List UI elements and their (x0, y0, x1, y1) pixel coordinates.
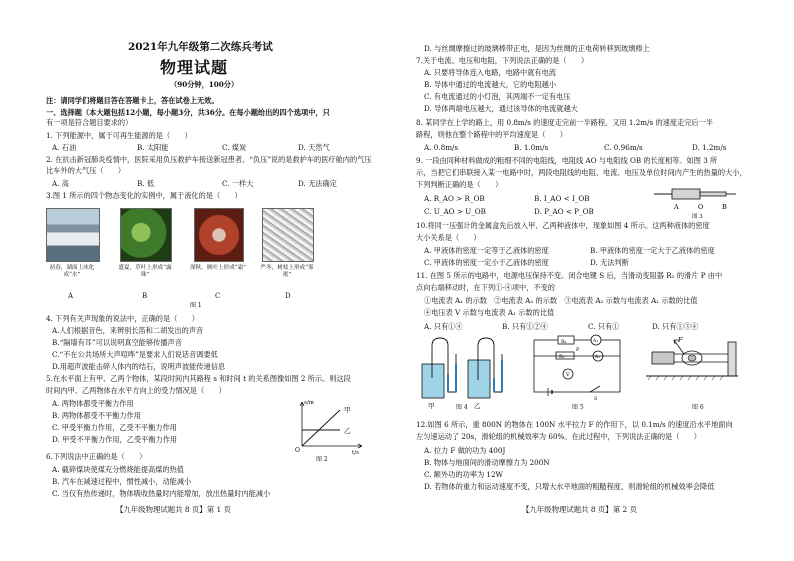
fig3-label-o: O (698, 203, 704, 211)
q1-option-a: A. 石油 (52, 143, 77, 152)
caption-c: 深秋，枫叶上形成“霜” (189, 265, 247, 271)
q10-option-d: D. 无法判断 (590, 258, 629, 267)
question-11-items-2: ④电压表 V 示数与电流表 A₁ 示数的比值 (424, 308, 555, 317)
fig5-label-a1: A₁ (593, 339, 599, 344)
section-heading-cont: 有一项是符合题目要求的） (46, 118, 133, 127)
question-5: 5.在水平面上有甲、乙两个物体，某段时间内其路程 s 和时间 t 的关系图像如图 2 所示。则这段 (46, 374, 351, 383)
question-9-cont: 示，当把它们串联接入某一电路中时，两段电阻线的电阻、电流、电压及单位时间内产生的热量的大小， (416, 168, 747, 177)
figure-3-resistor-wire (650, 180, 740, 220)
q11-option-d: D. 只有①③④ (652, 322, 699, 331)
figure-5-circuit (528, 334, 628, 404)
fig3-caption: 图 3 (692, 214, 703, 220)
q12-option-c: C. 额外功的功率为 12W (424, 470, 503, 479)
section-heading: 一、选择题（本大题包括12小题，每小题3分，共36分。在每小题给出的四个选项中，只 (46, 108, 330, 117)
fig5-label-a2: A₂ (595, 355, 601, 360)
q5-option-b: B. 两物体都受不平衡力作用 (52, 411, 141, 420)
q4-option-d: D.用超声波能击碎人体内的结石，说明声波能传递信息 (52, 362, 226, 371)
figure-1-caption: 图 1 (190, 302, 202, 309)
fig4-label-jia: 甲 (428, 402, 435, 410)
question-2: 2. 在抗击新冠肺炎疫情中，医院采用负压救护车接送新冠患者。“负压”说的是救护车的医疗舱内的气压 (46, 155, 372, 164)
letter-b: B (142, 292, 148, 300)
exam-title: 2021年九年级第二次练兵考试 (128, 41, 273, 53)
q8-option-d: D. 1.2m/s (692, 143, 727, 152)
q2-option-a: A. 高 (52, 179, 69, 188)
photo-rime-branch (262, 208, 314, 262)
figure-6-caption: 图 6 (692, 404, 704, 411)
fig4-label-yi: 乙 (474, 402, 481, 410)
question-9-cont2: 下列判断正确的是（ ） (416, 180, 503, 189)
q5-option-a: A. 两物体都受平衡力作用 (52, 399, 134, 408)
q11-option-a: A. 只有①④ (424, 322, 463, 331)
question-7: 7.关于电流、电压和电阻，下列说法正确的是（ ） (416, 56, 589, 65)
q10-option-c: C. 甲液体的密度一定小于乙液体的密度 (424, 258, 549, 267)
question-3: 3.图 1 所示的四个物态变化的实例中，属于液化的是（ ） (46, 191, 242, 200)
letter-c: C (215, 292, 221, 300)
fig3-label-b: B (722, 203, 727, 211)
fig5-label-v: V (566, 372, 570, 378)
q9-option-d: D. P_AO < P_OB (534, 207, 594, 216)
fig5-label-r1: R₁ (561, 339, 567, 345)
q12-option-b: B. 物体与地面间的滑动摩擦力为 200N (424, 458, 550, 467)
subject-title: 物理试题 (160, 58, 229, 77)
question-1: 1. 下列能源中，属于可再生能源的是（ ） (46, 131, 192, 140)
exam-note: 注：请同学们将题目答在答题卡上，答在试卷上无效。 (46, 96, 219, 105)
q9-option-a: A. R_AO > R_OB (424, 194, 485, 203)
footer-page-2: 【九年级物理试题共 8 页】第 2 页 (522, 505, 637, 514)
letter-a: A (68, 292, 74, 300)
q12-option-a: A. 拉力 F 做的功为 400J (424, 446, 506, 455)
figure-4-caption: 图 4 (456, 404, 468, 411)
question-10: 10.将同一压强计的金属盒先后放入甲、乙两种液体中，现象如图 4 所示。这两种液体的密度 (416, 221, 710, 230)
question-10-cont: 大小关系是（ ） (416, 233, 481, 242)
q8-option-b: B. 1.0m/s (514, 143, 549, 152)
q7-option-a: A. 只要将导体连入电路，电路中就有电流 (424, 68, 556, 77)
figure-5-caption: 图 5 (572, 404, 584, 411)
fig2-ylabel: s/m (304, 400, 314, 406)
question-9: 9. 一段由同种材料做成的粗细不同的电阻线，电阻线 AO 与电阻线 OB 的长度相等。如图 3 所 (416, 156, 718, 165)
question-11: 11. 在图 5 所示的电路中，电源电压保持不变。闭合电键 S 后，当滑动变阻器 R₂ 的滑片 P 由中 (416, 271, 723, 280)
fig2-xlabel: t/s (352, 450, 359, 456)
q6-option-a: A. 截碎煤块使煤充分燃烧能提高煤的热值 (52, 465, 184, 474)
caption-b: 盛夏，草叶上形成“露珠” (118, 265, 172, 278)
fig5-label-p: P (576, 347, 580, 353)
photo-frost-maple (194, 208, 244, 262)
q2-option-c: C. 一样大 (222, 179, 254, 188)
question-11-items: ①电流表 A₁ 的示数 ②电流表 A₂ 的示数 ③电流表 A₂ 示数与电流表 A₁ 示数的比值 (424, 296, 698, 305)
q9-option-c: C. U_AO > U_OB (424, 207, 486, 216)
figure-6-pulley (642, 334, 742, 404)
fig3-label-a: A (674, 203, 679, 211)
q7-option-b: B. 导体中通过的电流越大，它的电阻越小 (424, 80, 557, 89)
photo-dew-leaf (120, 208, 172, 262)
letter-d: D (285, 292, 291, 300)
q7-option-d: D. 导体两端电压越大，通过该导体的电流就越大 (424, 104, 578, 113)
q5-option-c: C. 甲受平衡力作用，乙受不平衡力作用 (52, 423, 177, 432)
question-8: 8. 某同学在上学的路上，用 0.8m/s 的速度走完前一半路程，又用 1.2m/s 的速度走完后一半 (416, 118, 713, 127)
q4-option-c: C.“不在公共场所大声喧哗”是要求人们说话音调要低 (52, 350, 218, 359)
q2-option-d: D. 无法确定 (298, 179, 337, 188)
q4-option-a: A.人们根据音色，来辨别长笛和二胡发出的声音 (52, 326, 204, 335)
figure-2-caption: 图 2 (316, 456, 328, 463)
q6-option-c: C. 当仅有热传递时，物体吸收热量时内能增加，放出热量时内能减小 (52, 489, 271, 498)
question-8-cont: 路程，则他在整个路程中的平均速度是（ ） (416, 130, 567, 139)
q5-option-d: D. 甲受不平衡力作用，乙受平衡力作用 (52, 435, 178, 444)
q4-option-b: B.“隔墙有耳”可以说明真空能够传播声音 (52, 338, 182, 347)
q10-option-b: B. 甲液体的密度一定大于乙液体的密度 (590, 246, 715, 255)
q8-option-c: C. 0.96m/s (604, 143, 643, 152)
photo-ice-melting (46, 208, 100, 262)
question-12: 12.如图 6 所示，重 800N 的物体在 100N 水平拉力 F 的作用下，以 0.1m/s 的速度沿水平地面向 (416, 420, 733, 429)
fig5-label-r2: R₂ (559, 354, 565, 360)
q11-option-b: B. 只有①②④ (502, 322, 548, 331)
q10-option-a: A. 甲液体的密度一定等于乙液体的密度 (424, 246, 549, 255)
question-2-cont: 比车外的大气压（ ） (46, 166, 126, 175)
question-11-cont: 点向右端移动时，在下列①-④项中，不变的 (416, 283, 555, 292)
duration: （90分钟，100分） (170, 80, 239, 89)
fig6-label-f: F (678, 336, 683, 344)
fig2-series-yi: 乙 (344, 427, 351, 435)
q12-option-d: D. 若物体的重力和运动速度不变，只增大水平地面的粗糙程度，则滑轮组的机械效率会降低 (424, 482, 715, 491)
q6-option-b: B. 汽车在减速过程中，惯性减小，动能减小 (52, 477, 192, 486)
fig2-origin: O (295, 447, 300, 454)
q7-option-c: C. 有电流通过的小灯泡，其两端不一定有电压 (424, 92, 571, 101)
q9-option-b: B. I_AO < I_OB (534, 194, 590, 203)
q8-option-a: A. 0.8m/s (424, 143, 459, 152)
figure-2-graph (290, 394, 370, 458)
footer-page-1: 【九年级物理试题共 8 页】第 1 页 (116, 505, 231, 514)
caption-a: 初春，湖面上冰化成“水” (49, 265, 95, 278)
question-6: 6.下列说法中正确的是（ ） (46, 452, 147, 461)
q11-option-c: C. 只有① (588, 322, 620, 331)
q1-option-b: B. 太阳能 (137, 143, 169, 152)
fig2-series-jia: 甲 (344, 406, 351, 414)
q1-option-c: C. 煤炭 (222, 143, 247, 152)
question-5-cont: 时间内甲、乙两物体在水平方向上的受力情况是（ ） (46, 386, 226, 395)
q2-option-b: B. 低 (137, 179, 155, 188)
q1-option-d: D. 天然气 (298, 143, 330, 152)
question-4: 4. 下列有关声现象的说法中，正确的是（ ） (46, 314, 199, 323)
fig5-label-s: S (594, 396, 598, 402)
figure-4-pressure-gauges (418, 334, 510, 414)
caption-d: 严冬，树枝上形成“雾凇” (260, 265, 314, 278)
q6-option-d: D. 与丝绸摩擦过的玻璃棒带正电，是因为丝绸的正电荷转移到玻璃棒上 (424, 44, 650, 53)
question-12-cont: 左匀速运动了 20s，滑轮组的机械效率为 60%。在此过程中，下列说法正确的是（ ） (416, 432, 701, 441)
